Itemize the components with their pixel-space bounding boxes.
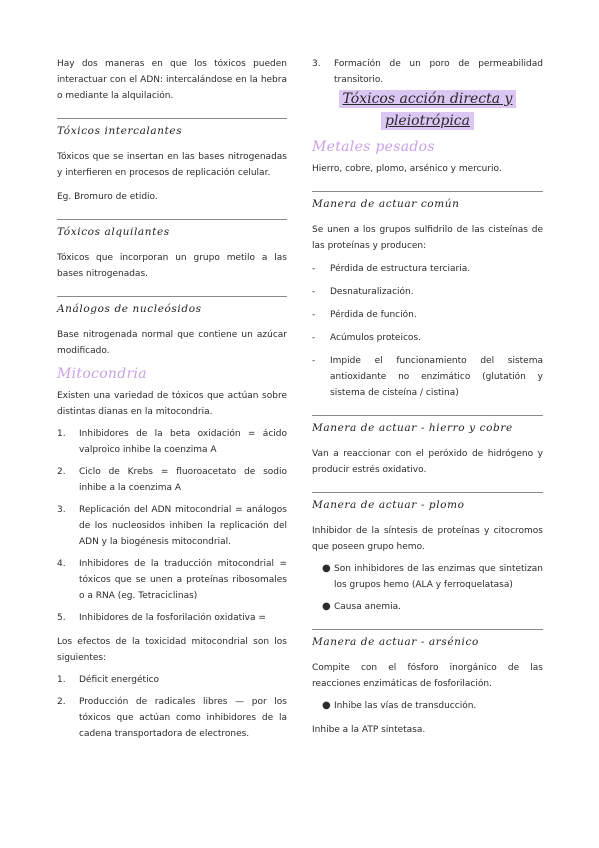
list-text: Déficit energético <box>79 675 160 685</box>
list-item <box>57 610 287 626</box>
list-text: Desnaturalización. <box>330 287 414 297</box>
list-text: Son inhibidores de las enzimas que sintetizan los grupos hemo (ALA y ferroquelatasa) <box>334 564 543 590</box>
dash-marker: - <box>312 287 316 297</box>
comun-text: Se unen a los grupos sulfidrilo de las cisteínas de las proteínas y producen: <box>312 225 543 251</box>
intercalantes-text: Tóxicos que se insertan en las bases nitrogenadas y interfieren en procesos de replicación celular. <box>57 152 287 178</box>
plomo-list <box>312 561 543 615</box>
list-item <box>312 698 543 714</box>
hierro-text: Van a reaccionar con el peróxido de hidrógeno y producir estrés oxidativo. <box>312 449 543 475</box>
list-item <box>312 330 543 346</box>
list-number: 5. <box>57 613 66 623</box>
list-item <box>57 556 287 604</box>
list-item <box>312 599 543 615</box>
section-title-text: Tóxicos acción directa y pleiotrópica <box>339 90 517 130</box>
list-number: 4. <box>57 559 66 569</box>
mitocondria-list <box>57 426 287 626</box>
heading-analogos: Análogos de nucleósidos <box>57 296 287 315</box>
list-item <box>312 56 543 88</box>
bullet-icon: ● <box>322 700 331 711</box>
mitocondria-intro: Existen una variedad de tóxicos que actúan sobre distintas dianas en la mitocondria. <box>57 391 287 417</box>
intercalantes-example: Eg. Bromuro de etidio. <box>57 192 158 202</box>
heading-hierro-cobre: Manera de actuar - hierro y cobre <box>312 415 543 434</box>
list-text: Pérdida de estructura terciaria. <box>330 264 471 274</box>
heading-arsenico: Manera de actuar - arsénico <box>312 629 543 648</box>
plomo-text: Inhibidor de la síntesis de proteínas y citocromos que poseen grupo hemo. <box>312 526 543 552</box>
list-item <box>57 694 287 742</box>
list-number: 2. <box>57 467 66 477</box>
bullet-icon: ● <box>322 563 331 574</box>
list-text: Formación de un poro de permeabilidad transitorio. <box>334 59 543 85</box>
heading-metales: Metales pesados <box>312 139 435 155</box>
list-item <box>57 426 287 458</box>
arsenico-text: Compite con el fósforo inorgánico de las reacciones enzimáticas de fosforilación. <box>312 663 543 689</box>
list-text: Pérdida de función. <box>330 310 417 320</box>
list-text: Acúmulos proteicos. <box>330 333 421 343</box>
metales-text: Hierro, cobre, plomo, arsénico y mercurio. <box>312 164 502 174</box>
list-number: 1. <box>57 675 66 685</box>
list-text: Impide el funcionamiento del sistema antioxidante no enzimático (glutatión y sistema de cisteína / cistina) <box>330 356 543 398</box>
list-text: Causa anemia. <box>334 602 401 612</box>
section-title-wrap <box>312 88 543 132</box>
list-text: Replicación del ADN mitocondrial = análogos de los nucleosidos inhiben la replicación del ADN y la biogénesis mitocondrial. <box>79 505 287 547</box>
list-text: Inhibidores de la traducción mitocondrial = tóxicos que se unen a proteínas ribosomales o a RNA (eg. Tetraciclinas) <box>79 559 287 601</box>
list-item <box>57 464 287 496</box>
heading-mitocondria: Mitocondria <box>57 366 147 382</box>
right-column <box>312 56 543 738</box>
list-text: Inhibidores de la beta oxidación = ácido valproico inhibe la coenzima A <box>79 429 287 455</box>
heading-alquilantes: Tóxicos alquilantes <box>57 219 287 238</box>
heading-comun: Manera de actuar común <box>312 191 543 210</box>
list-number: 1. <box>57 429 66 439</box>
list-item <box>312 284 543 300</box>
dash-marker: - <box>312 264 316 274</box>
effects-list-continued <box>312 56 543 88</box>
list-item <box>312 353 543 401</box>
list-item <box>57 502 287 550</box>
list-item <box>312 561 543 593</box>
heading-plomo: Manera de actuar - plomo <box>312 492 543 511</box>
dash-marker: - <box>312 310 316 320</box>
intro-paragraph: Hay dos maneras en que los tóxicos pueden interactuar con el ADN: intercalándose en la hebra o mediante la alquilación. <box>57 59 287 101</box>
list-text: Inhibe las vías de transducción. <box>334 701 477 711</box>
arsenico-list <box>312 698 543 714</box>
list-item <box>57 672 287 688</box>
comun-list <box>312 261 543 401</box>
dash-marker: - <box>312 333 316 343</box>
list-text: Producción de radicales libres — por los tóxicos que actúan como inhibidores de la cadena transportadora de electrones. <box>79 697 287 739</box>
analogos-text: Base nitrogenada normal que contiene un azúcar modificado. <box>57 330 287 356</box>
arsenico-footer: Inhibe a la ATP sintetasa. <box>312 725 426 735</box>
list-number: 3. <box>312 59 321 69</box>
list-item <box>312 261 543 277</box>
effects-list <box>57 672 287 742</box>
list-number: 2. <box>57 697 66 707</box>
list-text: Ciclo de Krebs = fluoroacetato de sodio inhibe a la coenzima A <box>79 467 287 493</box>
list-item <box>312 307 543 323</box>
dash-marker: - <box>312 356 316 366</box>
left-column <box>57 56 287 742</box>
alquilantes-text: Tóxicos que incorporan un grupo metilo a las bases nitrogenadas. <box>57 253 287 279</box>
bullet-icon: ● <box>322 601 331 612</box>
heading-intercalantes: Tóxicos intercalantes <box>57 118 287 137</box>
list-text: Inhibidores de la fosforilación oxidativa = <box>79 613 266 623</box>
section-title <box>339 90 517 130</box>
list-number: 3. <box>57 505 66 515</box>
effects-intro: Los efectos de la toxicidad mitocondrial son los siguientes: <box>57 637 287 663</box>
